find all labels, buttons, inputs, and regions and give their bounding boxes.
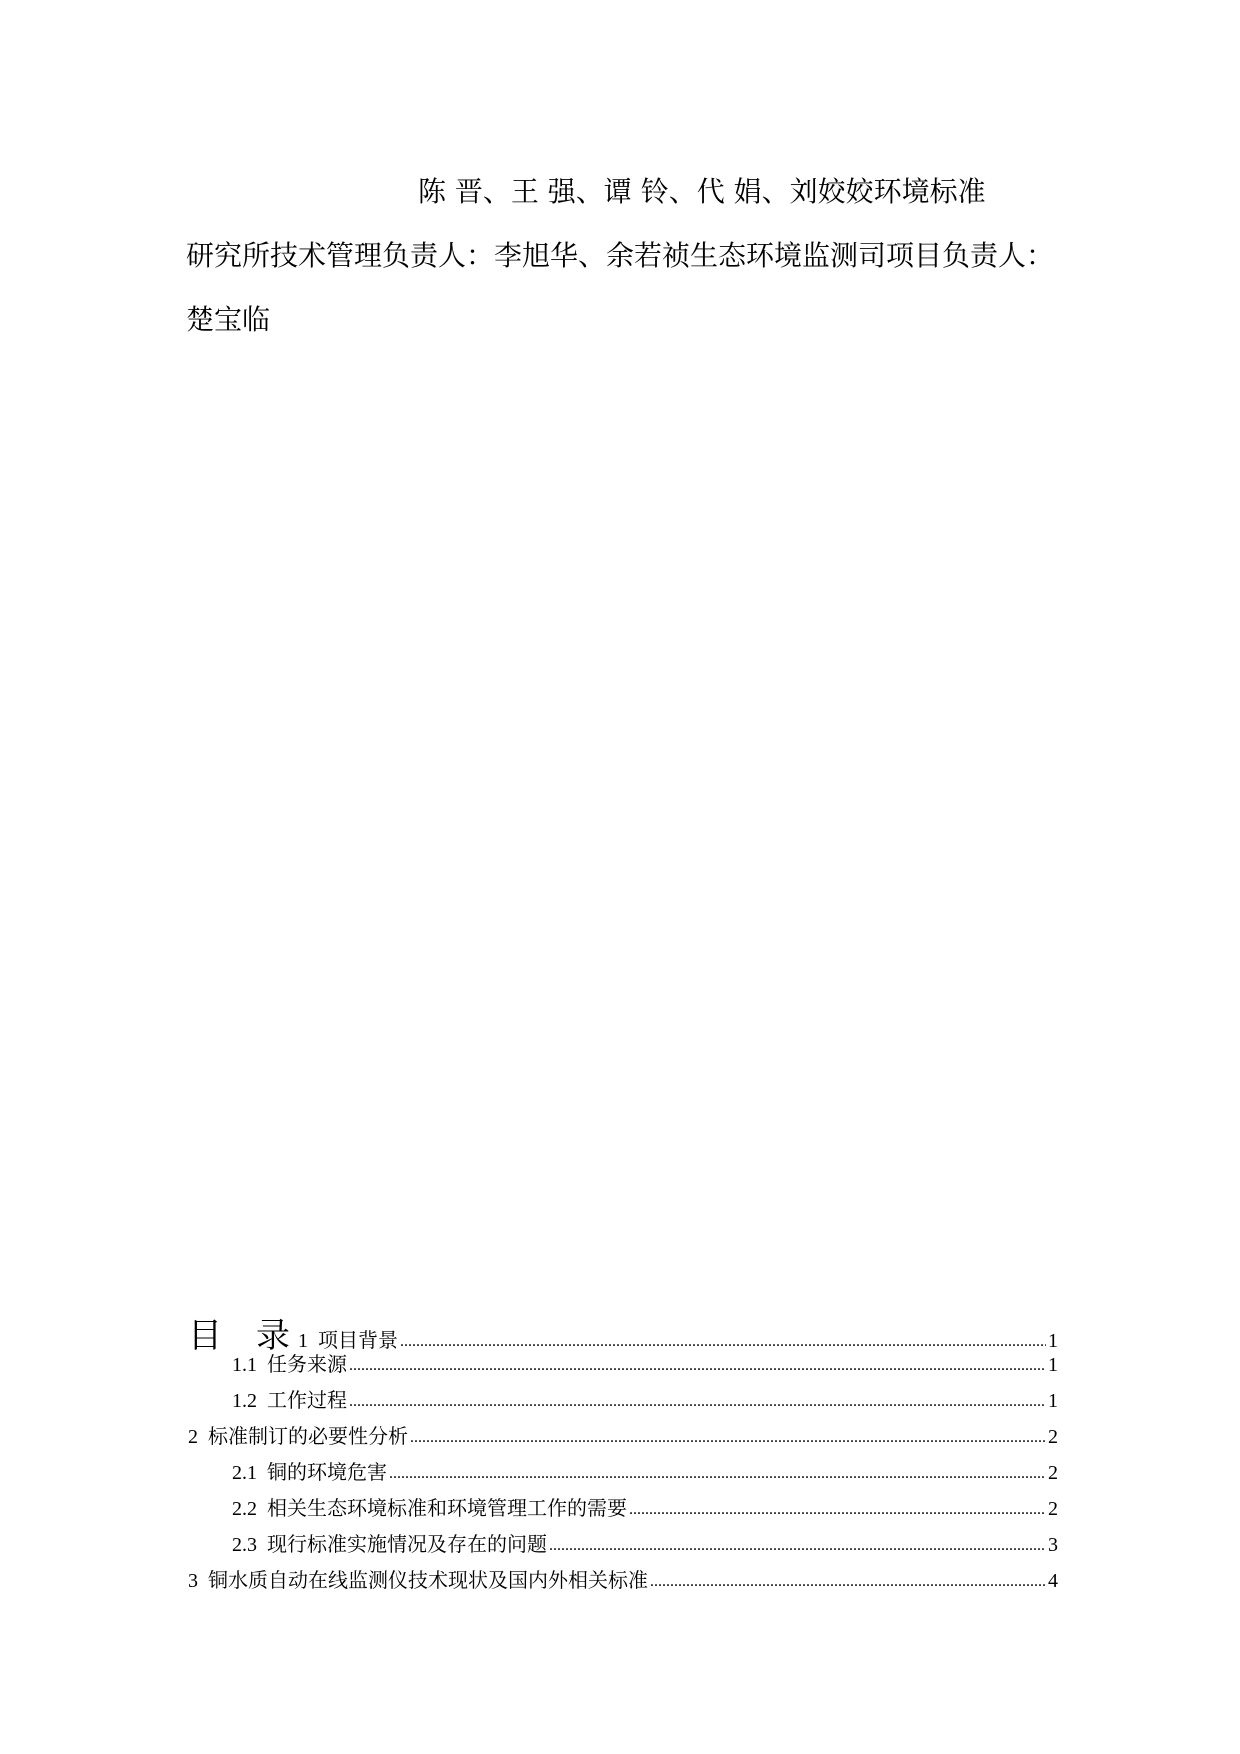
toc-entry-page: 1: [1048, 1354, 1058, 1376]
toc-entry-page: 2: [1048, 1462, 1058, 1484]
toc-entry-title: 项目背景: [318, 1330, 398, 1352]
toc-entry[interactable]: [188, 1528, 1058, 1564]
toc-entry-title: 现行标准实施情况及存在的问题: [267, 1534, 547, 1556]
toc-entry-number: 1.1: [232, 1354, 257, 1376]
toc-entry-page: 1: [1048, 1390, 1058, 1412]
toc-entry-number: 3: [188, 1570, 198, 1592]
toc-leader: [389, 1461, 1046, 1484]
table-of-contents: [188, 1308, 1058, 1600]
toc-entry[interactable]: [188, 1492, 1058, 1528]
author-line-1: 陈 晋、王 强、谭 铃、代 娟、刘姣姣环境标准: [418, 175, 986, 208]
toc-entry-page: 2: [1048, 1426, 1058, 1448]
toc-entry[interactable]: [188, 1456, 1058, 1492]
toc-entry-number: 2: [188, 1426, 198, 1448]
toc-entry[interactable]: [188, 1308, 1058, 1356]
toc-heading: 目录: [188, 1316, 290, 1356]
toc-entry-page: 1: [1048, 1330, 1058, 1352]
toc-entry-page: 3: [1048, 1534, 1058, 1556]
toc-entry-number: 1: [298, 1330, 308, 1352]
toc-leader: [349, 1353, 1046, 1376]
toc-entry-number: 2.3: [232, 1534, 257, 1556]
toc-entry-title: 铜的环境危害: [267, 1462, 387, 1484]
toc-entry-title: 工作过程: [267, 1390, 347, 1412]
toc-entry-page: 2: [1048, 1498, 1058, 1520]
toc-leader: [410, 1425, 1046, 1448]
toc-leader: [549, 1533, 1046, 1556]
toc-leader: [349, 1389, 1046, 1412]
toc-entry-title: 相关生态环境标准和环境管理工作的需要: [267, 1498, 627, 1520]
toc-entry-number: 1.2: [232, 1390, 257, 1412]
toc-entry-title: 任务来源: [267, 1354, 347, 1376]
author-line-3: 楚宝临: [186, 303, 271, 336]
toc-entry-title: 铜水质自动在线监测仪技术现状及国内外相关标准: [208, 1570, 648, 1592]
toc-entry-number: 2.2: [232, 1498, 257, 1520]
toc-leader: [629, 1497, 1046, 1520]
toc-entry[interactable]: [188, 1564, 1058, 1600]
author-block: [186, 160, 1066, 352]
toc-entry-page: 4: [1048, 1570, 1058, 1592]
toc-entry[interactable]: [188, 1420, 1058, 1456]
toc-entry[interactable]: [188, 1384, 1058, 1420]
author-line-2: 研究所技术管理负责人：李旭华、余若祯生态环境监测司项目负责人：: [186, 239, 1055, 272]
toc-entry[interactable]: [188, 1348, 1058, 1384]
toc-entry-title: 标准制订的必要性分析: [208, 1426, 408, 1448]
toc-leader: [650, 1569, 1046, 1592]
toc-entry-number: 2.1: [232, 1462, 257, 1484]
